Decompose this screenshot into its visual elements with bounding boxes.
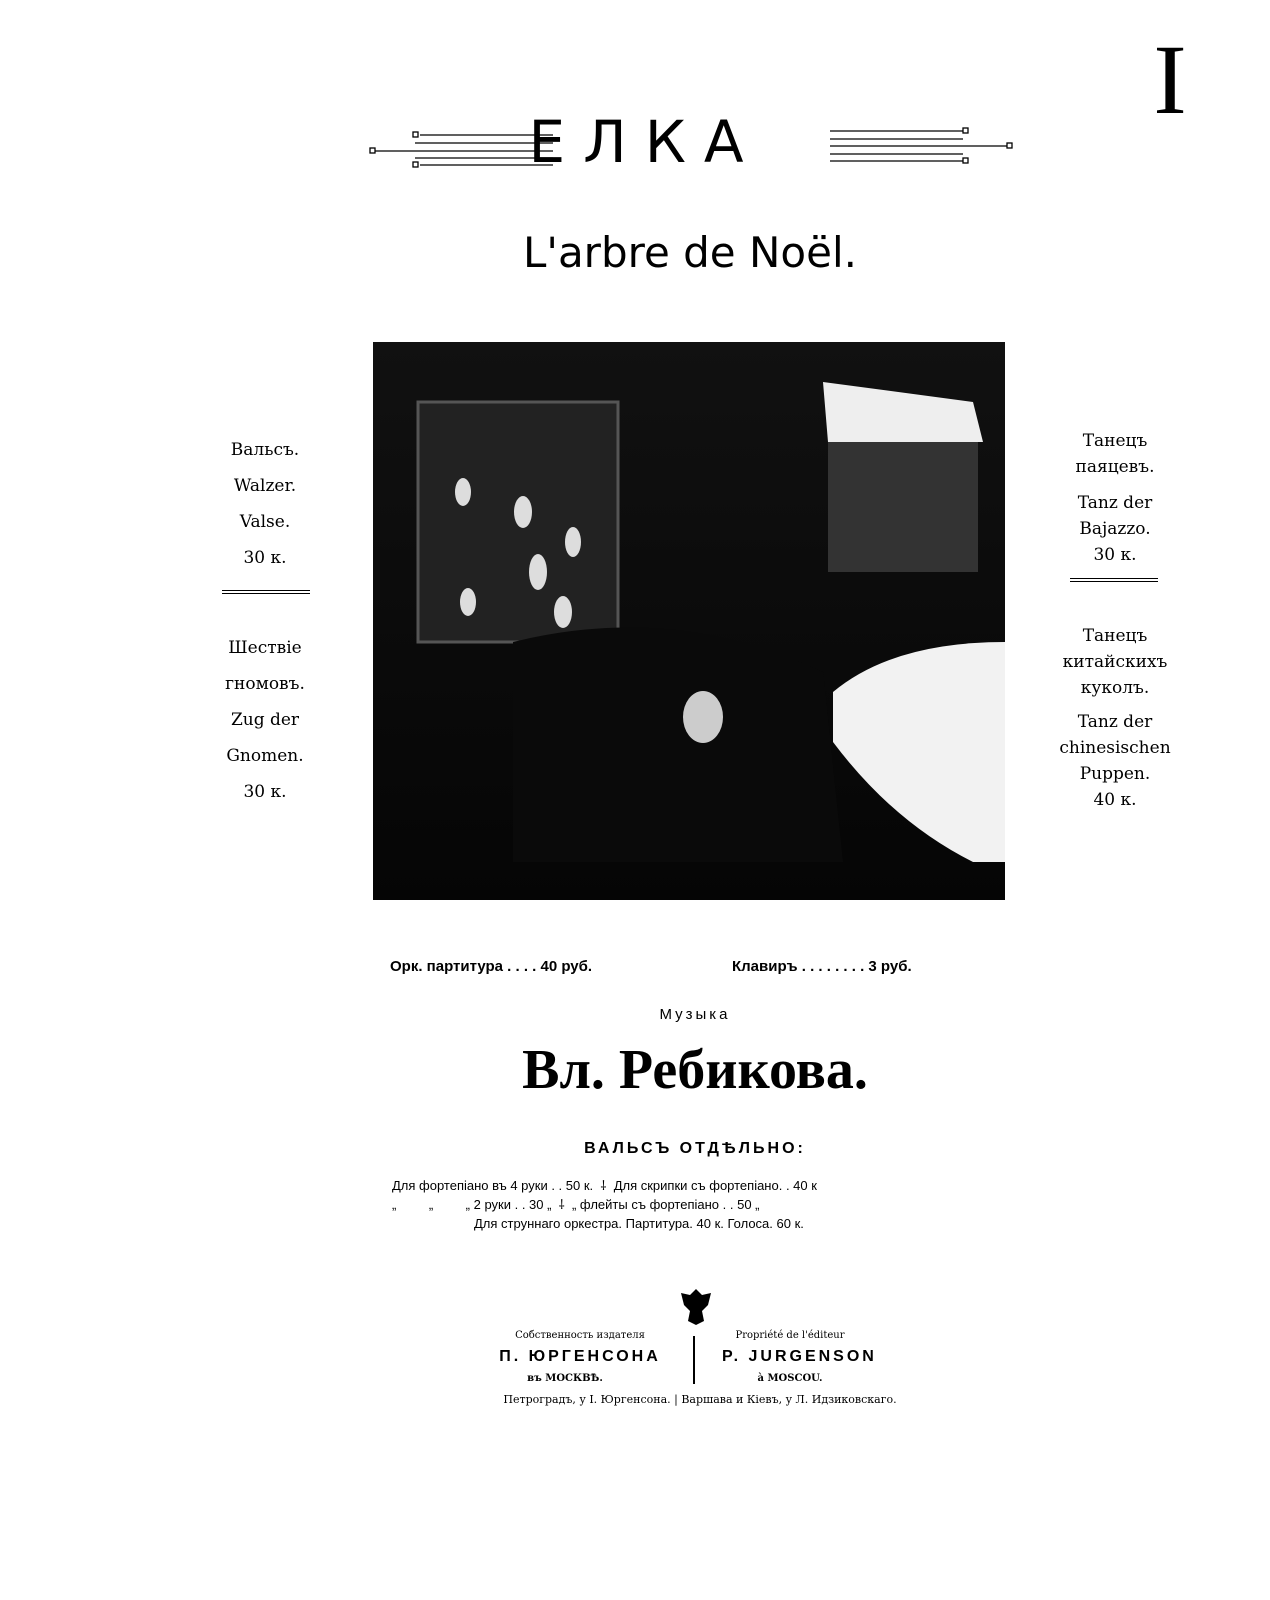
text: Bajazzo. [1079, 519, 1151, 539]
text: 30 к. [243, 782, 287, 802]
arrangement-line: „ „ „ 2 руки . . 30 „ ⸸ „ флейты съ фортепіано . . 50 „ [392, 1197, 760, 1212]
text: 40 к. [1093, 790, 1137, 810]
divider [1070, 578, 1158, 582]
arrangement-line: Для фортепіано въ 4 руки . . 50 к. ⸸ Для скрипки съ фортепіано. . 40 к [392, 1178, 817, 1193]
piano-score-price: Клавиръ . . . . . . . . 3 руб. [732, 958, 912, 975]
text: Valse. [239, 512, 291, 532]
page-number: I [1153, 24, 1187, 135]
orchestra-score-price: Орк. партитура . . . . 40 руб. [390, 958, 593, 975]
waltz-heading: ВАЛЬСЪ ОТДѢЛЬНО: [584, 1140, 806, 1157]
text: Танецъ [1082, 431, 1148, 451]
publisher-left-city: въ МОСКВѢ. [527, 1373, 603, 1384]
text: Zug der [230, 710, 300, 730]
double-headed-eagle-emblem [678, 1285, 714, 1327]
text: Шествіе [228, 638, 302, 658]
text: гномовъ. [225, 674, 305, 694]
text: куколъ. [1080, 678, 1150, 698]
publisher-left-name: П. ЮРГЕНСОНА [499, 1348, 661, 1365]
waltz-arrangements [392, 1176, 817, 1233]
text: Walzer. [233, 476, 297, 496]
right-item-bajazzo [1045, 428, 1185, 568]
publisher-left-small: Собственность издателя [515, 1330, 645, 1341]
divider [222, 590, 310, 594]
publisher-right-city: à MOSCOU. [757, 1373, 823, 1384]
text: Танецъ [1082, 626, 1148, 646]
composer: Вл. Ребикова. [522, 1039, 868, 1101]
text: chinesischen [1059, 738, 1171, 758]
cover-illustration [373, 342, 1005, 900]
left-item-gnomes [205, 630, 325, 810]
text: Tanz der [1077, 712, 1153, 732]
publisher-right-small: Propriété de l'éditeur [735, 1330, 845, 1341]
publisher-right-name: P. JURGENSON [722, 1348, 877, 1365]
text: паяцевъ. [1075, 457, 1155, 477]
music-label: Музыка [659, 1006, 731, 1023]
publisher-footer: Петроградъ, у І. Юргенсона. | Варшава и Кіевъ, у Л. Идзиковскаго. [503, 1393, 897, 1406]
text: Вальсъ. [230, 440, 300, 460]
text: Gnomen. [226, 746, 304, 766]
text: 30 к. [1093, 545, 1137, 565]
text: Puppen. [1079, 764, 1151, 784]
arrangement-line: Для струннаго оркестра. Партитура. 40 к. Голоса. 60 к. [474, 1216, 804, 1231]
left-item-waltz [205, 432, 325, 576]
subtitle: L'arbre de Noël. [523, 228, 857, 277]
text: 30 к. [243, 548, 287, 568]
text: китайскихъ [1062, 652, 1168, 672]
title: ЕЛКА [528, 108, 762, 176]
right-item-dolls [1045, 623, 1185, 813]
publisher-divider [693, 1336, 695, 1384]
text: Tanz der [1077, 493, 1153, 513]
